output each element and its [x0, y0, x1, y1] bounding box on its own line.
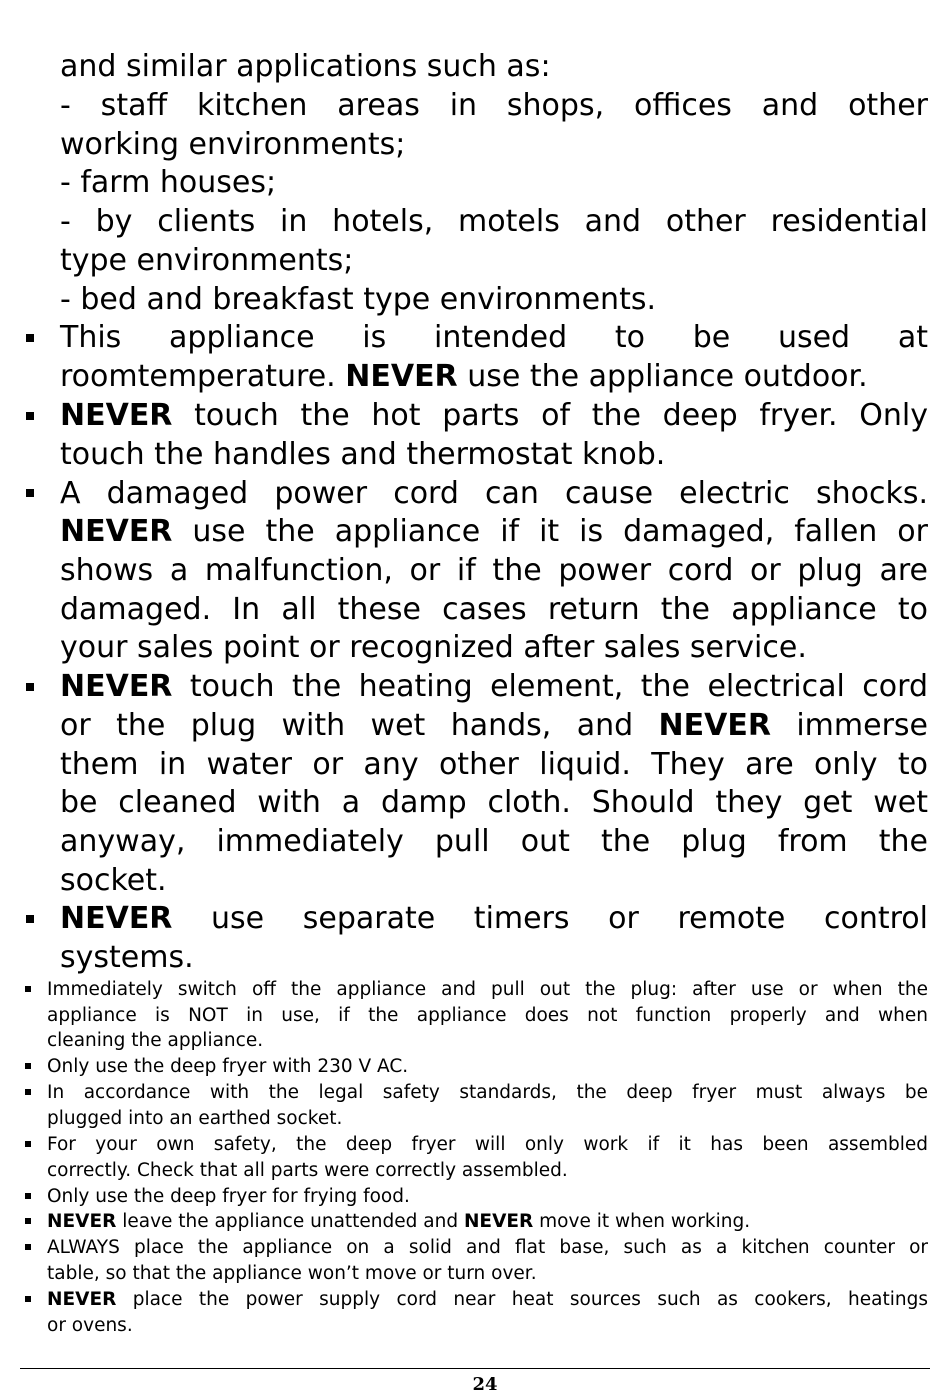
intro-line: working environments;: [60, 127, 406, 162]
list-item-line: socket.: [60, 863, 167, 898]
list-item-line: systems.: [60, 940, 194, 975]
list-item-line: NEVER use separate timers or remote control: [60, 901, 928, 936]
list-item-line: table, so that the appliance won’t move or turn over.: [47, 1263, 537, 1284]
bullet-icon: [26, 489, 34, 497]
list-item-line: touch the handles and thermostat knob.: [60, 437, 666, 472]
bullet-icon: [25, 1141, 31, 1147]
bullet-icon: [26, 412, 34, 420]
bullet-icon: [26, 683, 34, 691]
list-item-line: cleaning the appliance.: [47, 1030, 264, 1051]
list-item-line: damaged. In all these cases return the appliance to: [60, 592, 928, 627]
bullet-icon: [25, 1218, 31, 1224]
intro-line: and similar applications such as:: [60, 49, 551, 84]
intro-line: - staff kitchen areas in shops, offices and other: [60, 88, 928, 123]
intro-line: type environments;: [60, 243, 354, 278]
list-item-line: In accordance with the legal safety standards, the deep fryer must always be: [47, 1082, 928, 1103]
intro-line: - by clients in hotels, motels and other residential: [60, 204, 928, 239]
list-item-line: A damaged power cord can cause electric shocks.: [60, 476, 928, 511]
list-item-line: Only use the deep fryer with 230 V AC.: [47, 1056, 409, 1077]
bullet-icon: [26, 334, 34, 342]
bullet-icon: [25, 1193, 31, 1199]
bullet-icon: [25, 1063, 31, 1069]
list-item-line: This appliance is intended to be used at: [60, 320, 928, 355]
list-item-line: them in water or any other liquid. They are only to: [60, 747, 928, 782]
list-item-line: NEVER leave the appliance unattended and NEVER move it when working.: [47, 1211, 751, 1232]
list-item-line: be cleaned with a damp cloth. Should they get wet: [60, 785, 928, 820]
list-item-line: or the plug with wet hands, and NEVER immerse: [60, 708, 928, 743]
bullet-icon: [26, 915, 34, 923]
list-item-line: NEVER touch the hot parts of the deep fryer. Only: [60, 398, 928, 433]
footer-divider: [20, 1368, 930, 1369]
page-number: 24: [472, 1374, 498, 1395]
bullet-icon: [25, 1089, 31, 1095]
list-item-line: your sales point or recognized after sales service.: [60, 630, 807, 665]
list-item-line: For your own safety, the deep fryer will only work if it has been assembled: [47, 1134, 928, 1155]
list-item-line: or ovens.: [47, 1315, 133, 1336]
list-item-line: roomtemperature. NEVER use the appliance outdoor.: [60, 359, 868, 394]
list-item-line: appliance is NOT in use, if the appliance does not function properly and when: [47, 1005, 928, 1026]
bullet-icon: [25, 986, 31, 992]
bullet-icon: [25, 1244, 31, 1250]
list-item-line: NEVER place the power supply cord near heat sources such as cookers, heatings: [47, 1289, 928, 1310]
list-item-line: correctly. Check that all parts were correctly assembled.: [47, 1160, 568, 1181]
intro-line: - bed and breakfast type environments.: [60, 282, 657, 317]
intro-line: - farm houses;: [60, 165, 277, 200]
list-item-line: Only use the deep fryer for frying food.: [47, 1186, 410, 1207]
list-item-line: anyway, immediately pull out the plug from the: [60, 824, 928, 859]
bullet-icon: [25, 1296, 31, 1302]
list-item-line: plugged into an earthed socket.: [47, 1108, 343, 1129]
list-item-line: shows a malfunction, or if the power cord or plug are: [60, 553, 928, 588]
list-item-line: ALWAYS place the appliance on a solid and flat base, such as a kitchen counter or: [47, 1237, 928, 1258]
list-item-line: NEVER use the appliance if it is damaged, fallen or: [60, 514, 928, 549]
list-item-line: NEVER touch the heating element, the electrical cord: [60, 669, 928, 704]
list-item-line: Immediately switch off the appliance and pull out the plug: after use or when the: [47, 979, 928, 1000]
